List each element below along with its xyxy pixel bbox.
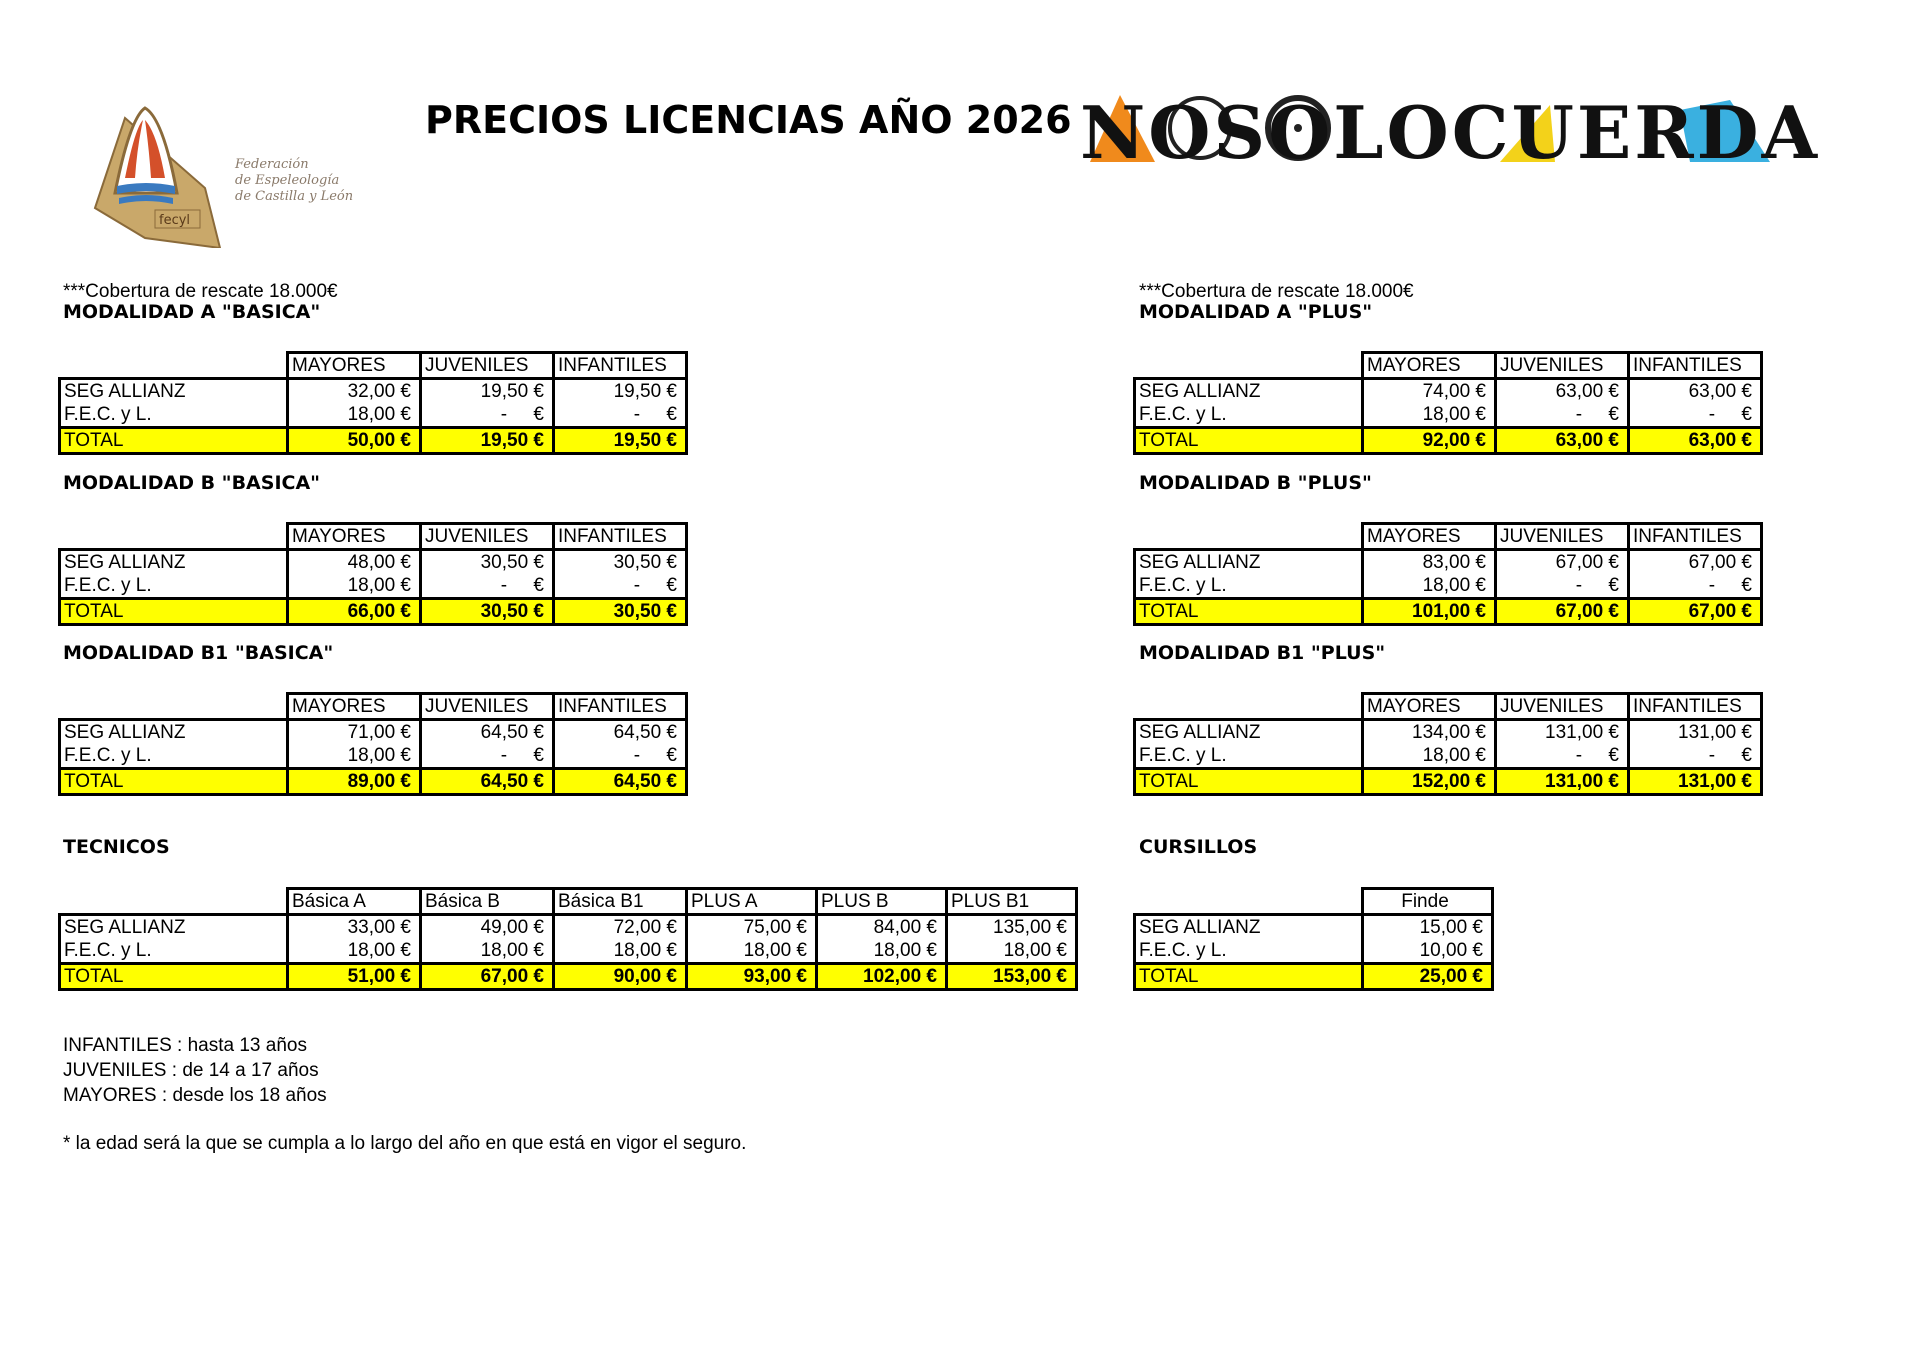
nosolocuerda-text: NOSOLOCUERDA [1080,90,1820,170]
price-cell: - € [1496,403,1629,428]
table-mod-a-plus [1133,351,1763,455]
coverage-note-left: ***Cobertura de rescate 18.000€ [63,281,338,302]
price-cell: - € [1496,744,1629,769]
price-cell: - € [421,574,554,599]
price-cell: 30,50 € [554,599,687,625]
table-tecnicos [58,887,1078,991]
total-row [60,769,687,795]
price-cell: 83,00 € [1363,550,1496,575]
legend-infantiles: INFANTILES : hasta 13 años [63,1035,307,1056]
table-header-row [1135,694,1762,720]
column-header: JUVENILES [421,524,554,550]
price-cell: 131,00 € [1496,720,1629,745]
table-row [60,403,687,428]
price-cell: - € [1629,744,1762,769]
price-cell: - € [1629,403,1762,428]
price-cell: 51,00 € [288,964,421,990]
table-header-row [1135,353,1762,379]
table-header-row [60,694,687,720]
column-header: MAYORES [1363,694,1496,720]
row-label: SEG ALLIANZ [60,915,288,940]
table-row [60,574,687,599]
page-title: PRECIOS LICENCIAS AÑO 2026 [425,98,1072,142]
price-cell: 131,00 € [1496,769,1629,795]
total-row [60,428,687,454]
fecyl-line-3: de Castilla y León [235,189,354,204]
column-header: INFANTILES [554,353,687,379]
price-cell: 64,50 € [421,720,554,745]
table-row [1135,915,1493,940]
price-cell: 30,50 € [421,599,554,625]
table-row [1135,720,1762,745]
price-cell: 71,00 € [288,720,421,745]
row-label: SEG ALLIANZ [60,550,288,575]
header-blank-cell [1135,889,1363,915]
price-cell: - € [1629,574,1762,599]
price-cell: 135,00 € [947,915,1077,940]
column-header: INFANTILES [1629,524,1762,550]
heading-mod-a-plus: MODALIDAD A "PLUS" [1139,301,1373,323]
legend-mayores: MAYORES : desde los 18 años [63,1085,327,1106]
price-cell: 18,00 € [288,574,421,599]
row-label: TOTAL [1135,964,1363,990]
price-cell: 152,00 € [1363,769,1496,795]
price-cell: 134,00 € [1363,720,1496,745]
heading-mod-b1-basica: MODALIDAD B1 "BASICA" [63,642,334,664]
heading-tecnicos: TECNICOS [63,836,170,858]
table-row [60,379,687,404]
header-blank-cell [1135,353,1363,379]
price-cell: 72,00 € [554,915,687,940]
header-blank-cell [1135,524,1363,550]
table-header-row [1135,889,1493,915]
price-cell: 63,00 € [1629,379,1762,404]
price-cell: 153,00 € [947,964,1077,990]
row-label: SEG ALLIANZ [1135,720,1363,745]
row-label: F.E.C. y L. [60,403,288,428]
table-row [1135,744,1762,769]
price-cell: 102,00 € [817,964,947,990]
header-blank-cell [60,353,288,379]
table-row [1135,939,1493,964]
price-cell: 131,00 € [1629,769,1762,795]
price-cell: 64,50 € [554,769,687,795]
heading-mod-a-basica: MODALIDAD A "BASICA" [63,301,321,323]
legend-juveniles: JUVENILES : de 14 a 17 años [63,1060,319,1081]
table-mod-a-basica [58,351,688,455]
price-cell: 90,00 € [554,964,687,990]
coverage-note-right: ***Cobertura de rescate 18.000€ [1139,281,1414,302]
price-cell: 66,00 € [288,599,421,625]
price-cell: 18,00 € [1363,403,1496,428]
price-cell: 25,00 € [1363,964,1493,990]
row-label: TOTAL [1135,599,1363,625]
price-cell: 18,00 € [1363,574,1496,599]
column-header: JUVENILES [1496,694,1629,720]
table-header-row [60,524,687,550]
fecyl-line-1: Federación [235,157,309,172]
price-cell: 93,00 € [687,964,817,990]
table-mod-b-basica [58,522,688,626]
table-mod-b1-basica [58,692,688,796]
row-label: F.E.C. y L. [1135,939,1363,964]
fecyl-logo [85,98,365,248]
column-header: INFANTILES [1629,353,1762,379]
row-label: F.E.C. y L. [60,939,288,964]
row-label: F.E.C. y L. [1135,744,1363,769]
total-row [1135,964,1493,990]
table-header-row [60,889,1077,915]
price-cell: 10,00 € [1363,939,1493,964]
price-cell: 101,00 € [1363,599,1496,625]
price-cell: 19,50 € [421,379,554,404]
price-cell: 67,00 € [1496,550,1629,575]
row-label: TOTAL [60,769,288,795]
price-cell: 64,50 € [554,720,687,745]
total-row [1135,428,1762,454]
column-header: JUVENILES [1496,353,1629,379]
row-label: TOTAL [1135,769,1363,795]
header-blank-cell [60,524,288,550]
age-legend [63,1033,327,1108]
header-blank-cell [1135,694,1363,720]
row-label: TOTAL [60,964,288,990]
price-cell: 15,00 € [1363,915,1493,940]
nosolocuerda-logo [1080,90,1840,170]
row-label: F.E.C. y L. [1135,403,1363,428]
price-cell: 18,00 € [1363,744,1496,769]
column-header: INFANTILES [1629,694,1762,720]
column-header: JUVENILES [421,694,554,720]
price-cell: - € [1496,574,1629,599]
table-row [1135,403,1762,428]
column-header: MAYORES [1363,524,1496,550]
price-cell: 67,00 € [1629,599,1762,625]
heading-mod-b-basica: MODALIDAD B "BASICA" [63,472,321,494]
table-row [60,744,687,769]
header-blank-cell [60,694,288,720]
total-row [60,599,687,625]
price-cell: 92,00 € [1363,428,1496,454]
price-cell: 33,00 € [288,915,421,940]
column-header: MAYORES [1363,353,1496,379]
header-blank-cell [60,889,288,915]
price-cell: 63,00 € [1496,428,1629,454]
price-cell: 32,00 € [288,379,421,404]
column-header: INFANTILES [554,694,687,720]
column-header: PLUS B [817,889,947,915]
table-row [60,550,687,575]
price-cell: 18,00 € [687,939,817,964]
table-mod-b1-plus [1133,692,1763,796]
column-header: JUVENILES [1496,524,1629,550]
column-header: MAYORES [288,694,421,720]
total-row [1135,599,1762,625]
price-cell: - € [554,574,687,599]
price-cell: 30,50 € [554,550,687,575]
table-header-row [60,353,687,379]
table-header-row [1135,524,1762,550]
price-cell: 131,00 € [1629,720,1762,745]
total-row [60,964,1077,990]
row-label: SEG ALLIANZ [1135,550,1363,575]
row-label: TOTAL [1135,428,1363,454]
fecyl-line-2: de Espeleología [235,173,340,188]
heading-mod-b1-plus: MODALIDAD B1 "PLUS" [1139,642,1386,664]
price-cell: 63,00 € [1629,428,1762,454]
table-row [1135,574,1762,599]
table-cursillos [1133,887,1494,991]
price-cell: 74,00 € [1363,379,1496,404]
price-cell: 18,00 € [288,403,421,428]
price-cell: 18,00 € [817,939,947,964]
row-label: F.E.C. y L. [60,744,288,769]
column-header: PLUS A [687,889,817,915]
column-header: MAYORES [288,353,421,379]
table-mod-b-plus [1133,522,1763,626]
footnote: * la edad será la que se cumpla a lo largo del año en que está en vigor el seguro. [63,1133,747,1154]
price-cell: 18,00 € [554,939,687,964]
fecyl-abbr: fecyl [159,213,191,228]
price-cell: 64,50 € [421,769,554,795]
price-cell: 30,50 € [421,550,554,575]
price-cell: - € [421,744,554,769]
table-row [1135,379,1762,404]
price-cell: 75,00 € [687,915,817,940]
row-label: SEG ALLIANZ [60,379,288,404]
price-cell: 18,00 € [288,744,421,769]
price-cell: 19,50 € [554,428,687,454]
price-cell: 18,00 € [288,939,421,964]
price-cell: 67,00 € [1496,599,1629,625]
table-row [60,720,687,745]
price-cell: 18,00 € [947,939,1077,964]
price-cell: 19,50 € [421,428,554,454]
price-cell: - € [421,403,554,428]
row-label: SEG ALLIANZ [1135,379,1363,404]
total-row [1135,769,1762,795]
price-cell: 49,00 € [421,915,554,940]
price-cell: - € [554,744,687,769]
row-label: SEG ALLIANZ [60,720,288,745]
heading-mod-b-plus: MODALIDAD B "PLUS" [1139,472,1372,494]
row-label: TOTAL [60,599,288,625]
row-label: TOTAL [60,428,288,454]
column-header: JUVENILES [421,353,554,379]
price-cell: 18,00 € [421,939,554,964]
price-cell: 63,00 € [1496,379,1629,404]
column-header: Básica A [288,889,421,915]
table-row [1135,550,1762,575]
price-cell: 67,00 € [1629,550,1762,575]
price-cell: - € [554,403,687,428]
column-header: PLUS B1 [947,889,1077,915]
column-header: Finde [1363,889,1493,915]
price-cell: 50,00 € [288,428,421,454]
column-header: MAYORES [288,524,421,550]
row-label: SEG ALLIANZ [1135,915,1363,940]
table-row [60,939,1077,964]
heading-cursillos: CURSILLOS [1139,836,1258,858]
column-header: Básica B [421,889,554,915]
row-label: F.E.C. y L. [1135,574,1363,599]
price-cell: 67,00 € [421,964,554,990]
price-cell: 84,00 € [817,915,947,940]
table-row [60,915,1077,940]
price-cell: 19,50 € [554,379,687,404]
price-cell: 48,00 € [288,550,421,575]
column-header: INFANTILES [554,524,687,550]
price-cell: 89,00 € [288,769,421,795]
row-label: F.E.C. y L. [60,574,288,599]
column-header: Básica B1 [554,889,687,915]
